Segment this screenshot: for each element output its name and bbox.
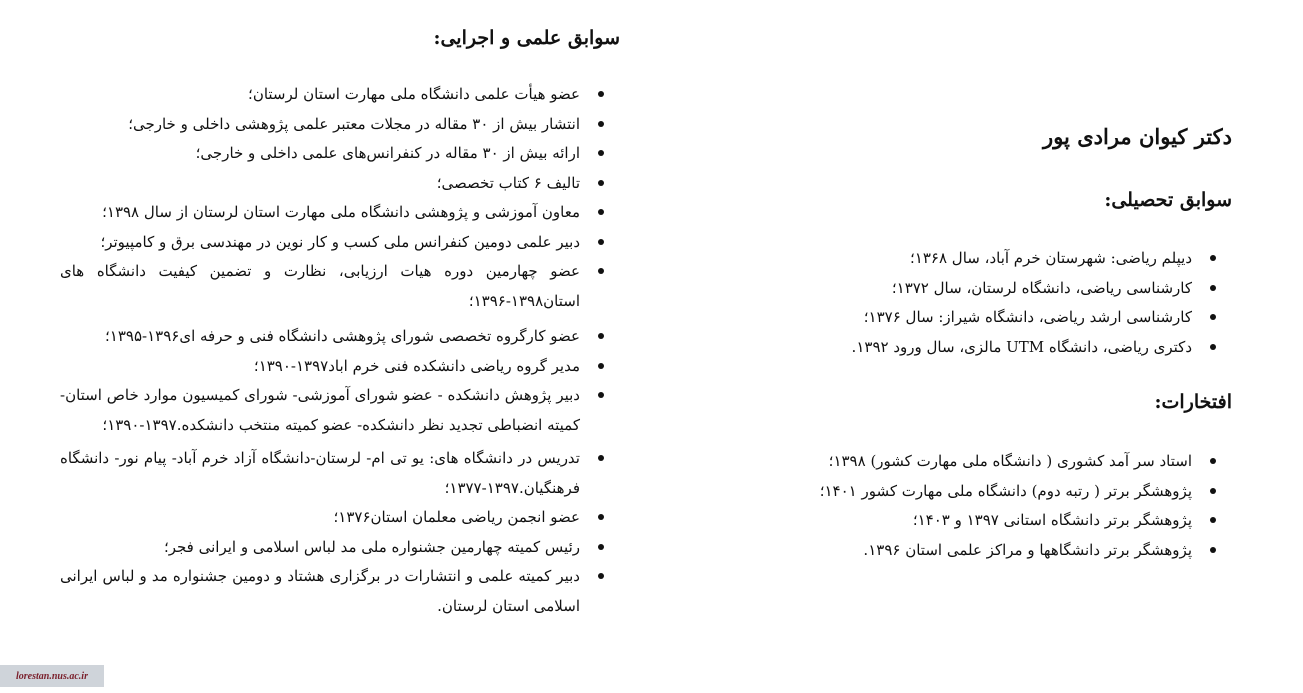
education-heading: سوابق تحصیلی: [1104,189,1232,211]
list-item: کارشناسی ریاضی، دانشگاه لرستان، سال ۱۳۷۲؛ [800,274,1232,304]
records-list [60,80,620,621]
list-item: دبیر پژوهش دانشکده - عضو شورای آموزشی- شورای کمیسیون موارد خاص استان- کمیته انضباطی تجدید نظر دانشکده- عضو کمیته منتخب دانشکده.۱۳۹۷-۱۳۹۰؛ [60,381,620,440]
list-item: دکتری ریاضی، دانشگاه UTM مالزی، سال ورود ۱۳۹۲. [800,333,1232,363]
list-item: دبیر علمی دومین کنفرانس ملی کسب و کار نوین در مهندسی برق و کامپیوتر؛ [60,228,620,258]
list-item: انتشار بیش از ۳۰ مقاله در مجلات معتبر علمی پژوهشی داخلی و خارجی؛ [60,110,620,140]
list-item: تدریس در دانشگاه های: یو تی ام- لرستان-دانشگاه آزاد خرم آباد- پیام نور- دانشگاه فرهنگیان.۱۳۹۷-۱۳۷۷؛ [60,444,620,503]
list-item: معاون آموزشی و پژوهشی دانشگاه ملی مهارت استان لرستان از سال ۱۳۹۸؛ [60,198,620,228]
education-list [800,244,1232,362]
honors-heading: افتخارات: [1154,391,1232,413]
list-item: عضو انجمن ریاضی معلمان استان۱۳۷۶؛ [60,503,620,533]
list-item: دیپلم ریاضی: شهرستان خرم آباد، سال ۱۳۶۸؛ [800,244,1232,274]
list-item: عضو کارگروه تخصصی شورای پژوهشی دانشگاه فنی و حرفه ای۱۳۹۶-۱۳۹۵؛ [60,322,620,352]
list-item: دبیر کمیته علمی و انتشارات در برگزاری هشتاد و دومین جشنواره مد و لباس ایرانی اسلامی استان لرستان. [60,562,620,621]
site-footer-badge [0,665,104,687]
person-name: دکتر کیوان مرادی پور [1043,124,1232,149]
list-item: استاد سر آمد کشوری ( دانشگاه ملی مهارت کشور) ۱۳۹۸؛ [800,447,1232,477]
site-url: lorestan.nus.ac.ir [16,670,88,682]
list-item: عضو چهارمین دوره هیات ارزیابی، نظارت و تضمین کیفیت دانشگاه های استان۱۳۹۸-۱۳۹۶؛ [60,257,620,316]
records-column [60,0,620,693]
list-item: رئیس کمیته چهارمین جشنواره ملی مد لباس اسلامی و ایرانی فجر؛ [60,533,620,563]
list-item: کارشناسی ارشد ریاضی، دانشگاه شیراز: سال ۱۳۷۶؛ [800,303,1232,333]
list-item: تالیف ۶ کتاب تخصصی؛ [60,169,620,199]
list-item: پژوهشگر برتر ( رتبه دوم) دانشگاه ملی مهارت کشور ۱۴۰۱؛ [800,477,1232,507]
honors-list [800,447,1232,565]
records-heading: سوابق علمی و اجرایی: [433,27,620,49]
list-item: پژوهشگر برتر دانشگاهها و مراکز علمی استان ۱۳۹۶. [800,536,1232,566]
profile-column [800,0,1232,693]
list-item: ارائه بیش از ۳۰ مقاله در کنفرانس‌های علمی داخلی و خارجی؛ [60,139,620,169]
list-item: عضو هیأت علمی دانشگاه ملی مهارت استان لرستان؛ [60,80,620,110]
list-item: پژوهشگر برتر دانشگاه استانی ۱۳۹۷ و ۱۴۰۳؛ [800,506,1232,536]
list-item: مدیر گروه ریاضی دانشکده فنی خرم اباد۱۳۹۷-۱۳۹۰؛ [60,352,620,382]
